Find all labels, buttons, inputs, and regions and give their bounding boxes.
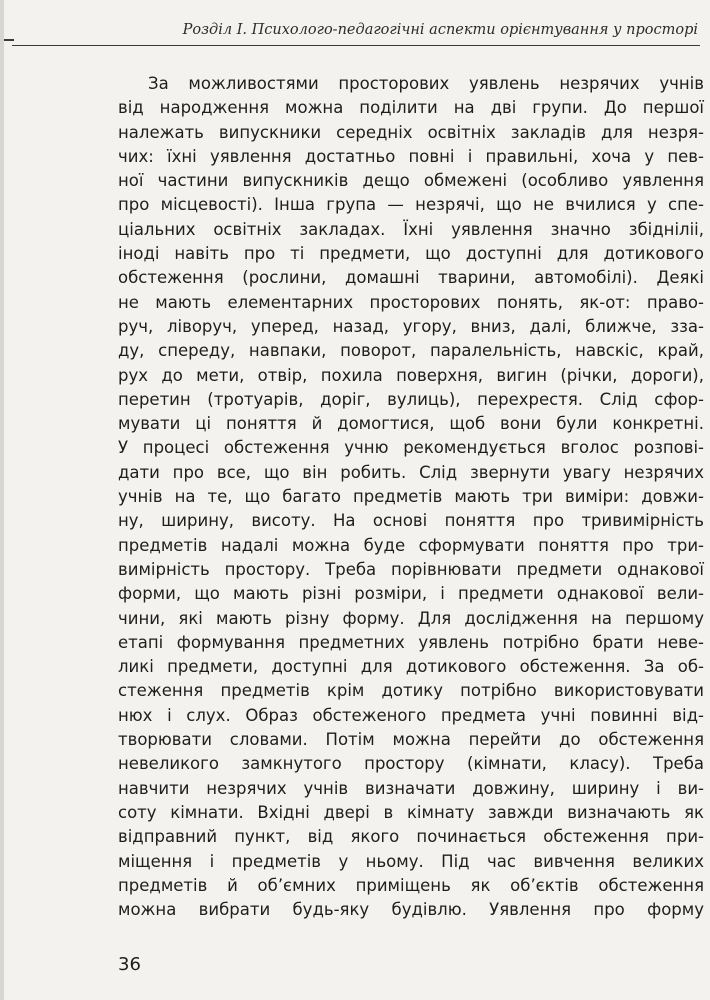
text-line: етапі формування предметних уявлень потрібно брати неве- <box>118 632 704 652</box>
text-line: предметів надалі можна буде сформувати поняття про три- <box>118 535 704 555</box>
text-line: вимірність простору. Треба порівнювати предмети однакової <box>118 559 704 579</box>
text-line: ликі предмети, доступні для дотикового обстеження. За об- <box>118 657 704 677</box>
text-line: належать випускники середніх освітніх закладів для незря- <box>118 122 704 142</box>
text-line: ної частини випускників дещо обмежені (особливо уявлення <box>118 171 704 191</box>
text-line: від народження можна поділити на дві групи. До першої <box>118 98 704 118</box>
text-line: перетин (тротуарів, доріг, вулиць), перехрестя. Слід сфор- <box>118 389 704 409</box>
text-line: ціальних освітніх закладах. Їхні уявлення значно збідніліі, <box>118 219 704 239</box>
page-number: 36 <box>118 954 141 975</box>
text-line: За можливостями просторових уявлень незрячих учнів <box>148 74 704 93</box>
text-line: рух до мети, отвір, похила поверхня, вигин (річки, дороги), <box>118 365 704 385</box>
header-rule <box>12 45 700 46</box>
text-line: творювати словами. Потім можна перейти до обстеження <box>118 730 704 750</box>
body-paragraph <box>118 72 704 922</box>
text-line: нюх і слух. Образ обстеженого предмета учні повинні від- <box>118 705 704 725</box>
text-line: міщення і предметів у ньому. Під час вивчення великих <box>118 851 704 871</box>
text-line: форми, що мають різні розміри, і предмети однакової вели- <box>118 584 704 604</box>
running-title: Розділ І. Психолого-педагогічні аспекти орієнтування у просторі <box>182 22 698 38</box>
text-line: учнів на те, що багато предметів мають три виміри: довжи- <box>118 487 704 507</box>
header-rule-tick <box>4 39 14 41</box>
page-edge-shadow <box>0 0 4 1000</box>
text-line: про місцевості). Інша група — незрячі, що не вчилися у спе- <box>118 195 704 215</box>
text-line: чих: їхні уявлення достатньо повні і правильні, хоча у пев- <box>118 146 704 166</box>
text-line: дати про все, що він робить. Слід звернути увагу незрячих <box>118 462 704 482</box>
text-line: чини, які мають різну форму. Для дослідження на першому <box>118 608 704 628</box>
text-line: обстеження (рослини, домашні тварини, автомобілі). Деякі <box>118 268 704 288</box>
text-line: мувати ці поняття й домогтися, щоб вони були конкретні. <box>118 414 704 434</box>
text-line: предметів й об’ємних приміщень як об’єктів обстеження <box>118 875 704 895</box>
text-line: навчити незрячих учнів визначати довжину, ширину і ви- <box>118 778 704 798</box>
text-line: ду, спереду, навпаки, поворот, паралельність, навскіс, край, <box>118 341 704 361</box>
text-line: руч, ліворуч, уперед, назад, угору, вниз, далі, ближче, зза- <box>118 316 704 336</box>
text-line: іноді навіть про ті предмети, що доступні для дотикового <box>118 244 704 264</box>
text-line: можна вибрати будь-яку будівлю. Уявлення про форму <box>118 900 704 920</box>
text-line: У процесі обстеження учню рекомендується вголос розпові- <box>118 438 704 458</box>
text-line: стеження предметів крім дотику потрібно використовувати <box>118 681 704 701</box>
text-line: ну, ширину, висоту. На основі поняття про тривимірність <box>118 511 704 531</box>
text-line: невеликого замкнутого простору (кімнати, класу). Треба <box>118 754 704 774</box>
text-line: соту кімнати. Вхідні двері в кімнату завжди визначають як <box>118 802 704 822</box>
text-line: не мають елементарних просторових понять, як-от: право- <box>118 292 704 312</box>
text-line: відправний пункт, від якого починається обстеження при- <box>118 827 704 847</box>
